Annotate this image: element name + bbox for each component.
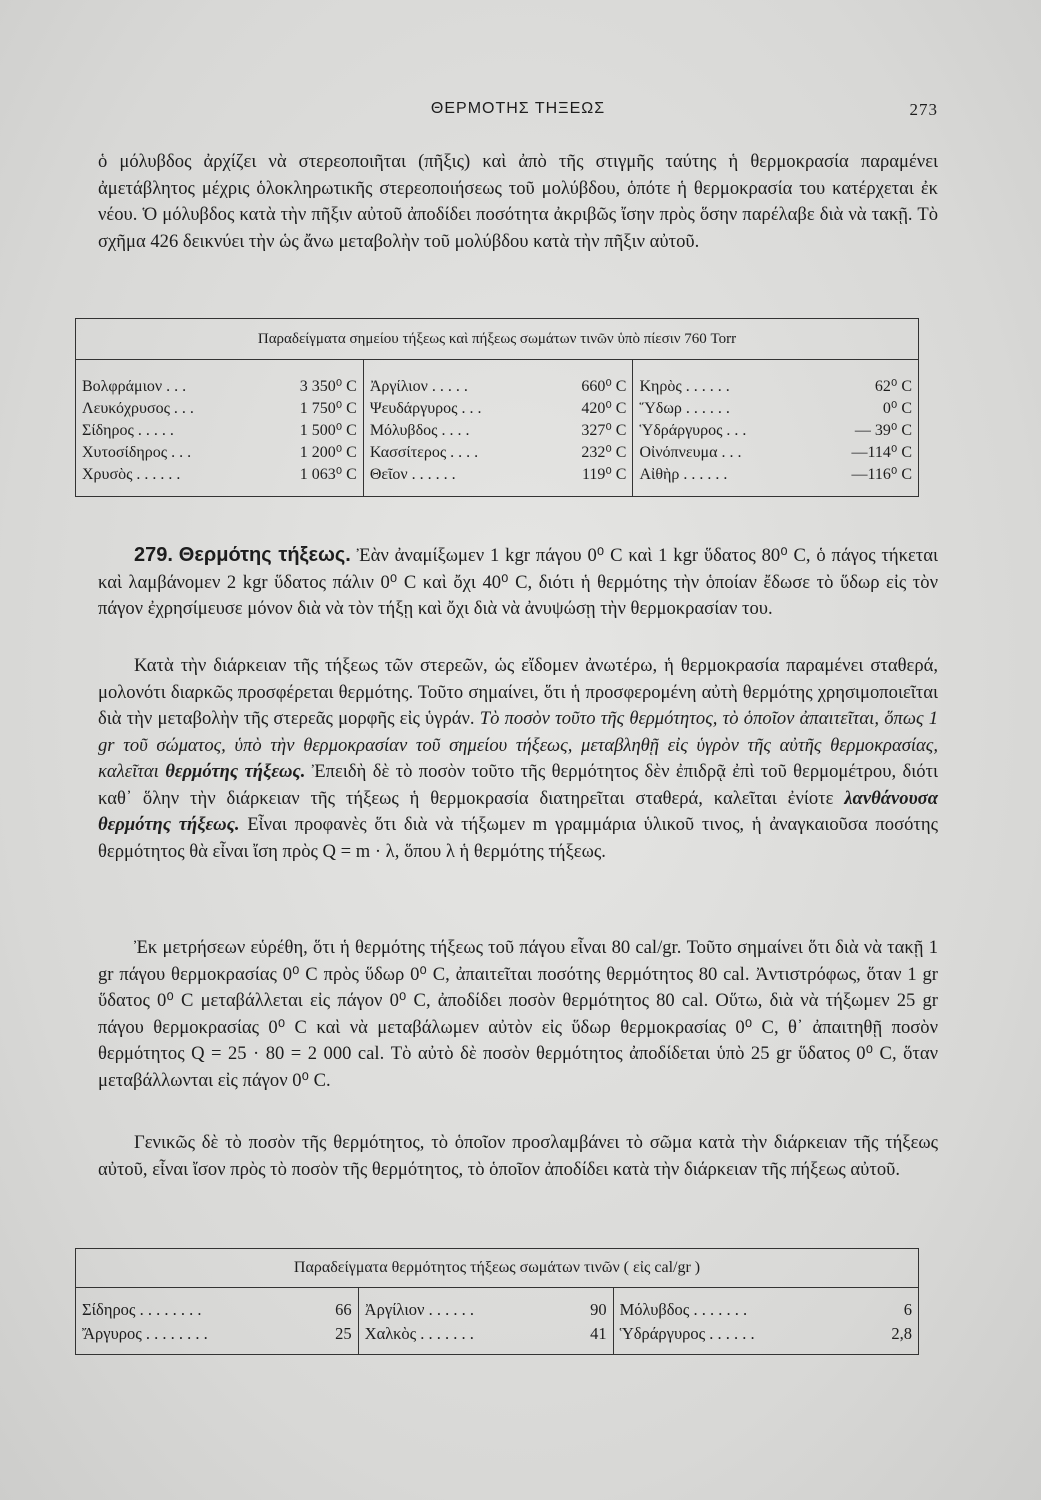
intro-paragraph: ὁ μόλυβδος ἀρχίζει νὰ στερεοποιῆται (πῆξις) καὶ ἀπὸ τῆς στιγμῆς ταύτης ἡ θερμοκρασία παραμένει ἀμετάβλητος μέχρις ὁλοκληρωτικῆς στερεοποιήσεως τοῦ μολύβδου, ὁπότε ἡ θερμοκρασία του κατέρχεται ἐκ νέου. Ὁ μόλυβδος κατὰ τὴν πῆξιν αὐτοῦ ἀποδίδει ποσότητα ἀκριβῶς ἴσην πρὸς ὅσην παρέλαβε διὰ νὰ τακῇ. Τὸ σχῆμα 426 δεικνύει τὴν ὡς ἄνω μεταβολὴν τοῦ μολύβδου κατὰ τὴν πῆξιν αὐτοῦ. (98, 151, 938, 252)
section-text: Ἐπειδὴ δὲ τὸ ποσὸν τοῦτο τῆς θερμότητος δὲν ἐπιδρᾷ ἐπὶ τοῦ θερμομέτρου, διότι καθ᾽ ὅλην τὴν διάρκειαν τῆς τήξεως ἡ θερμοκρασία διατηρεῖται σταθερά, καλεῖται ἐνίοτε (98, 761, 938, 809)
substance-name: Χαλκὸς . . . . . . . (364, 1324, 474, 1343)
term-latent-heat: λανθάνουσα θερμότης τήξεως. (98, 787, 938, 835)
section-paragraph-1 (98, 542, 938, 623)
section-text: Κατὰ τὴν διάρκειαν τῆς τήξεως τῶν στερεῶν, ὡς εἴδομεν ἀνωτέρω, ἡ θερμοκρασία παραμένει σταθερά, μολονότι διαρκῶς προσφέρεται θερμότης. Τοῦτο σημαίνει, ὅτι ἡ προσφερομένη αὐτὴ θερμότης χρησιμοποιεῖται διὰ τὴν μεταβολὴν τῆς στερεᾶς μορφῆς εἰς ὑγράν. (98, 655, 938, 729)
definition-text: Τὸ ποσὸν τοῦτο τῆς θερμότητος, τὸ ὁποῖον ἀπαιτεῖται, ὅπως 1 gr τοῦ σώματος, ὑπὸ τὴν θερμοκρασίαν τοῦ σημείου τήξεως, μεταβληθῇ εἰς ὑγρὸν τῆς αὐτῆς θερμοκρασίας, καλεῖται (98, 708, 938, 782)
substance-value: 0⁰ C (882, 400, 912, 417)
section-paragraph-3: Ἐκ μετρήσεων εὑρέθη, ὅτι ἡ θερμότης τήξεως τοῦ πάγου εἶναι 80 cal/gr. Τοῦτο σημαίνει ὅτι διὰ νὰ τακῇ 1 gr πάγου θερμοκρασίας 0⁰ C πρὸς ὕδωρ 0⁰ C, ἀπαιτεῖται ποσότης θερμότητος 80 cal. Ἀντιστρόφως, ὅταν 1 gr ὕδατος 0⁰ C μεταβάλλεται εἰς πάγον 0⁰ C, ἀποδίδει ποσὸν θερμότητος 80 cal. Οὕτω, διὰ νὰ τήξωμεν 25 gr πάγου θερμοκρασίας 0⁰ C καὶ νὰ μεταβάλωμεν αὐτὸν εἰς ὕδωρ θερμοκρασίας 0⁰ C, θ᾽ ἀπαιτηθῇ ποσὸν θερμότητος Q = 25 · 80 = 2 000 cal. Τὸ αὐτὸ δὲ ποσὸν θερμότητος ἀποδίδεται ὑπὸ 25 gr ὕδατος 0⁰ C, ὅταν μεταβάλλωνται εἰς πάγον 0⁰ C. (98, 937, 938, 1091)
substance-name: Χυτοσίδηρος . . . (82, 444, 192, 461)
substance-name: Θεῖον . . . . . . (369, 466, 456, 483)
table-row (76, 360, 919, 399)
running-title: ΘΕΡΜΟΤΗΣ ΤΗΞΕΩΣ (430, 100, 606, 117)
section-paragraph-2 (98, 653, 938, 865)
melting-points-table (75, 318, 919, 497)
table-row (76, 464, 919, 497)
substance-value: 6 (903, 1300, 912, 1319)
term-heat-of-fusion: θερμότης τήξεως. (165, 761, 306, 782)
substance-value: 119⁰ C (548, 464, 633, 497)
substance-name: Λευκόχρυσος . . . (82, 400, 194, 417)
section-title: Θερμότης τήξεως. (178, 544, 351, 566)
substance-value: 62⁰ C (874, 378, 912, 395)
table-row (76, 420, 919, 442)
table-row (76, 1322, 919, 1355)
substance-value: 232⁰ C (548, 442, 633, 464)
table-caption: Παραδείγματα σημείου τήξεως καὶ πήξεως σωμάτων τινῶν ὑπὸ πίεσιν 760 Torr (76, 319, 919, 360)
substance-name: Ἄργυρος . . . . . . . . (82, 1324, 208, 1343)
substance-value: 3 350⁰ C (260, 360, 363, 399)
substance-value: 66 (309, 1288, 358, 1323)
substance-value: —116⁰ C (851, 466, 912, 483)
substance-name: Κηρὸς . . . . . . (639, 378, 730, 395)
table-row (76, 398, 919, 420)
substance-name: Σίδηρος . . . . . . . . (82, 1300, 202, 1319)
substance-name: Μόλυβδος . . . . . . . (619, 1300, 748, 1319)
substance-value: —114⁰ C (851, 444, 912, 461)
section-number: 279. (134, 544, 173, 566)
substance-name: Κασσίτερος . . . . (369, 444, 479, 461)
table-caption: Παραδείγματα θερμότητος τήξεως σωμάτων τινῶν ( εἰς cal/gr ) (76, 1249, 919, 1288)
substance-value: 41 (564, 1322, 613, 1355)
substance-name: Ὑδράργυρος . . . . . . (619, 1324, 755, 1343)
section-text: Ἐὰν ἀναμίξωμεν 1 kgr πάγου 0⁰ C καὶ 1 kgr ὕδατος 80⁰ C, ὁ πάγος τήκεται καὶ λαμβάνομεν 2 kgr ὕδατος πάλιν 0⁰ C καὶ ὄχι 40⁰ C, διότι ἡ θερμότης τὴν ὁποίαν ἔδωσε τὸ ὕδωρ εἰς τὸν πάγον ἐχρησίμευσε μόνον διὰ νὰ τὸν τήξῃ καὶ ὄχι διὰ νὰ ἀνυψώσῃ τὴν θερμοκρασίαν του. (98, 545, 938, 619)
substance-name: Ψευδάργυρος . . . (369, 400, 482, 417)
section-text: Εἶναι προφανὲς ὅτι διὰ νὰ τήξωμεν m γραμμάρια ὑλικοῦ τινος, ἡ ἀναγκαιοῦσα ποσότης θερμότητος θὰ εἶναι ἴση πρὸς Q = m · λ, ὅπου λ ἡ θερμότης τήξεως. (98, 814, 938, 862)
substance-name: Χρυσὸς . . . . . . (82, 466, 181, 483)
substance-value: 1 750⁰ C (260, 398, 363, 420)
table-row (76, 1288, 919, 1323)
substance-value: 1 500⁰ C (260, 420, 363, 442)
substance-value: — 39⁰ C (854, 422, 912, 439)
substance-value: 25 (309, 1322, 358, 1355)
substance-value: 660⁰ C (548, 360, 633, 399)
substance-name: Σίδηρος . . . . . (82, 422, 174, 439)
substance-name: Μόλυβδος . . . . (369, 422, 470, 439)
heat-of-fusion-table (75, 1248, 919, 1355)
substance-name: Βολφράμιον . . . (82, 378, 187, 395)
page-header (98, 100, 938, 128)
table-row (76, 442, 919, 464)
substance-name: Ἀργίλιον . . . . . (369, 378, 468, 395)
page-number: 273 (909, 100, 938, 119)
substance-value: 1 063⁰ C (260, 464, 363, 497)
substance-value: 420⁰ C (548, 398, 633, 420)
substance-value: 2,8 (891, 1324, 912, 1343)
substance-value: 327⁰ C (548, 420, 633, 442)
substance-value: 1 200⁰ C (260, 442, 363, 464)
substance-name: Ὑδράργυρος . . . (639, 422, 747, 439)
substance-name: Οἰνόπνευμα . . . (639, 444, 742, 461)
substance-name: Ὕδωρ . . . . . . (639, 400, 730, 417)
substance-name: Ἀργίλιον . . . . . . (364, 1300, 475, 1319)
substance-value: 90 (564, 1288, 613, 1323)
substance-name: Αἰθὴρ . . . . . . (639, 466, 728, 483)
section-paragraph-4: Γενικῶς δὲ τὸ ποσὸν τῆς θερμότητος, τὸ ὁποῖον προσλαμβάνει τὸ σῶμα κατὰ τὴν διάρκειαν τῆς τήξεως αὐτοῦ, εἶναι ἴσον πρὸς τὸ ποσὸν τῆς θερμότητος, τὸ ὁποῖον ἀποδίδει κατὰ τὴν διάρκειαν τῆς πήξεως αὐτοῦ. (98, 1132, 938, 1180)
